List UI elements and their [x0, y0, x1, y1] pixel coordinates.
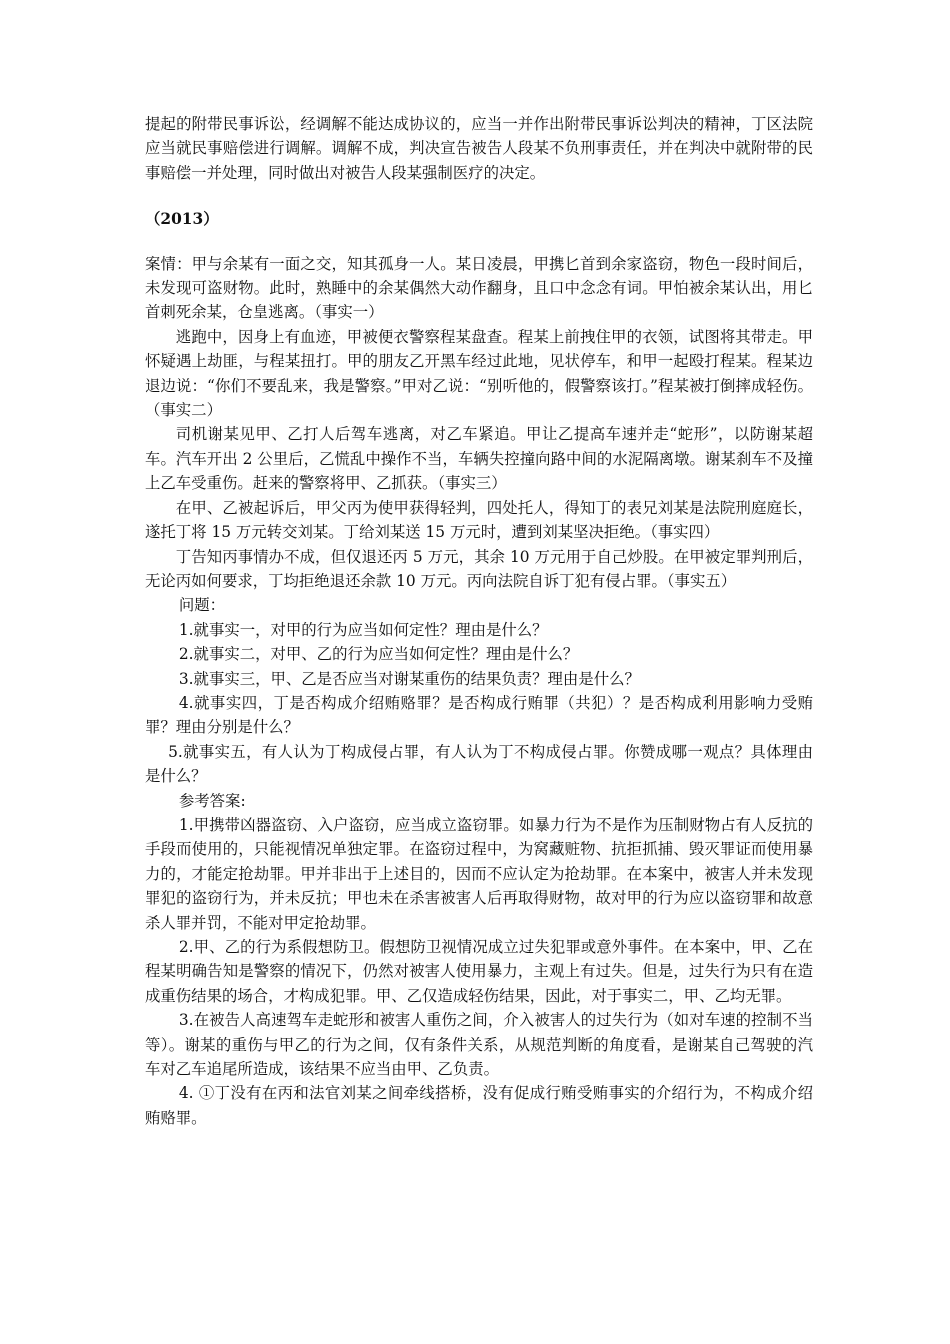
answer-4: 4. ①丁没有在丙和法官刘某之间牵线搭桥，没有促成行贿受贿事实的介绍行为，不构成介绍贿赂罪。 — [145, 1084, 813, 1127]
fact5-paragraph: 丁告知丙事情办不成，但仅退还丙 5 万元，其余 10 万元用于自己炒股。在甲被定罪判刑后，无论丙如何要求，丁均拒绝退还余款 10 万元。丙向法院自诉丁犯有侵占罪。（事实五） — [145, 547, 813, 590]
fact4-paragraph: 在甲、乙被起诉后，甲父丙为使甲获得轻判，四处托人，得知丁的表兄刘某是法院刑庭庭长，遂托丁将 15 万元转交刘某。丁给刘某送 15 万元时，遭到刘某坚决拒绝。（事实四） — [145, 498, 813, 542]
question-2: 2.就事实二，对甲、乙的行为应当如何定性？理由是什么？ — [178, 645, 579, 664]
question-4: 4.就事实四，丁是否构成介绍贿赂罪？是否构成行贿罪（共犯）？是否构成利用影响力受贿罪？理由分别是什么？ — [145, 693, 813, 737]
question-1: 1.就事实一，对甲的行为应当如何定性？理由是什么？ — [178, 620, 548, 639]
fact2-paragraph: 逃跑中，因身上有血迹，甲被便衣警察程某盘查。程某上前拽住甲的衣领，试图将其带走。甲怀疑遇上劫匪，与程某扭打。甲的朋友乙开黑车经过此地，见状停车，和甲一起殴打程某。程某边退边说：“你们不要乱来，我是警察。”甲对乙说：“别听他的，假警察该打。”程某被打倒摔成轻伤。（事实二） — [145, 327, 813, 420]
fact3-paragraph: 司机谢某见甲、乙打人后驾车逃离，对乙车紧追。甲让乙提高车速并走“蛇形”，以防谢某超车。汽车开出 2 公里后，乙慌乱中操作不当，车辆失控撞向路中间的水泥隔离墩。谢某刹车不及撞上乙车受重伤。赶来的警察将甲、乙抓获。（事实三） — [145, 425, 813, 493]
intro-paragraph: 提起的附带民事诉讼，经调解不能达成协议的，应当一并作出附带民事诉讼判决的精神，丁区法院应当就民事赔偿进行调解。调解不成，判决宣告被告人段某不负刑事责任，并在判决中就附带的民事赔偿一并处理，同时做出对被告人段某强制医疗的决定。 — [145, 115, 813, 182]
year-heading: （2013） — [145, 210, 219, 229]
document-body — [145, 112, 813, 1130]
answer-1: 1.甲携带凶器盗窃、入户盗窃，应当成立盗窃罪。如暴力行为不是作为压制财物占有人反抗的手段而使用的，只能视情况单独定罪。在盗窃过程中，为窝藏赃物、抗拒抓捕、毁灭罪证而使用暴力的，才能定抢劫罪。甲并非出于上述目的，因而不应认定为抢劫罪。在本案中，被害人并未发现罪犯的盗窃行为，并未反抗；甲也未在杀害被害人后再取得财物，故对甲的行为应以盗窃罪和故意杀人罪并罚，不能对甲定抢劫罪。 — [145, 815, 813, 932]
answers-label: 参考答案: — [178, 791, 246, 810]
answer-3: 3.在被告人高速驾车走蛇形和被害人重伤之间，介入被害人的过失行为（如对车速的控制不当等）。谢某的重伤与甲乙的行为之间，仅有条件关系，从规范判断的角度看，是谢某自己驾驶的汽车对乙车追尾所造成，该结果不应当由甲、乙负责。 — [145, 1011, 813, 1079]
answer-2: 2.甲、乙的行为系假想防卫。假想防卫视情况成立过失犯罪或意外事件。在本案中，甲、乙在程某明确告知是警察的情况下，仍然对被害人使用暴力，主观上有过失。但是，过失行为只有在造成重伤结果的场合，才构成犯罪。甲、乙仅造成轻伤结果，因此，对于事实二，甲、乙均无罪。 — [145, 938, 813, 1005]
case-paragraph: 案情：甲与余某有一面之交，知其孤身一人。某日凌晨，甲携匕首到余家盗窃，物色一段时间后，未发现可盗财物。此时，熟睡中的余某偶然大动作翻身，且口中念念有词。甲怕被余某认出，用匕首刺死余某，仓皇逃离。（事实一） — [145, 254, 813, 322]
questions-label: 问题： — [178, 596, 226, 615]
question-5: 5.就事实五，有人认为丁构成侵占罪，有人认为丁不构成侵占罪。你赞成哪一观点？具体理由是什么？ — [145, 742, 813, 786]
question-3: 3.就事实三，甲、乙是否应当对谢某重伤的结果负责？理由是什么？ — [178, 669, 640, 688]
